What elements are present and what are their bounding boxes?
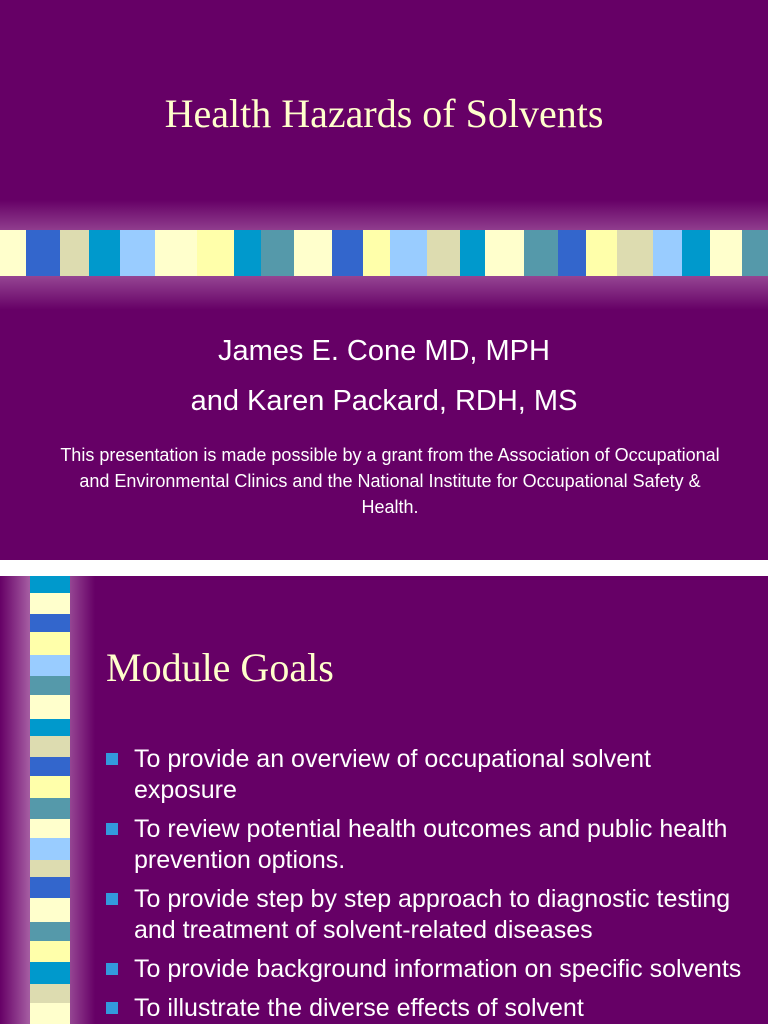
stripe-segment xyxy=(30,576,70,593)
stripe-segment xyxy=(332,230,363,276)
goal-text: To provide step by step approach to diagnostic testing and treatment of solvent-related diseases xyxy=(134,885,731,944)
decorative-stripe-horizontal xyxy=(0,230,768,276)
stripe-segment xyxy=(742,230,768,276)
stripe-segment xyxy=(363,230,390,276)
square-bullet-icon xyxy=(106,1002,118,1014)
stripe-segment xyxy=(30,655,70,676)
square-bullet-icon xyxy=(106,893,118,905)
goal-item xyxy=(104,993,754,1024)
goals-list xyxy=(104,744,754,1024)
goal-item xyxy=(104,814,754,876)
goal-text: To review potential health outcomes and public health prevention options. xyxy=(134,815,728,874)
goal-item xyxy=(104,954,754,985)
stripe-segment xyxy=(30,838,70,861)
stripe-segment xyxy=(30,695,70,719)
stripe-segment xyxy=(30,962,70,985)
stripe-segment xyxy=(390,230,426,276)
square-bullet-icon xyxy=(106,823,118,835)
grant-acknowledgement: This presentation is made possible by a grant from the Association of Occupational and Environmental Clinics and the National Institute for Occupational Safety & Health. xyxy=(60,445,720,517)
stripe-segment xyxy=(710,230,743,276)
stripe-segment xyxy=(30,632,70,655)
square-bullet-icon xyxy=(106,753,118,765)
stripe-segment xyxy=(30,860,70,877)
stripe-segment xyxy=(558,230,585,276)
stripe-segment xyxy=(485,230,523,276)
stripe-segment xyxy=(30,877,70,898)
stripe-segment xyxy=(30,593,70,614)
stripe-segment xyxy=(586,230,617,276)
decorative-stripe-vertical xyxy=(30,576,70,1024)
stripe-segment xyxy=(197,230,233,276)
stripe-segment xyxy=(0,230,26,276)
stripe-segment xyxy=(682,230,709,276)
goal-text: To provide background information on specific solvents xyxy=(134,955,742,983)
stripe-segment xyxy=(460,230,486,276)
slide-module-goals xyxy=(0,576,768,1024)
stripe-segment xyxy=(294,230,332,276)
goal-text: To illustrate the diverse effects of solvent xyxy=(134,994,584,1022)
square-bullet-icon xyxy=(106,963,118,975)
stripe-segment xyxy=(30,984,70,1003)
stripe-segment xyxy=(60,230,89,276)
slide-title-heading: Health Hazards of Solvents xyxy=(164,91,604,136)
stripe-segment xyxy=(653,230,682,276)
stripe-segment xyxy=(524,230,559,276)
author-secondary: and Karen Packard, RDH, MS xyxy=(190,385,578,417)
stripe-segment xyxy=(234,230,261,276)
goal-item xyxy=(104,884,754,946)
stripe-segment xyxy=(89,230,120,276)
stripe-segment xyxy=(30,757,70,776)
stripe-segment xyxy=(427,230,460,276)
stripe-segment xyxy=(30,819,70,838)
stripe-segment xyxy=(155,230,197,276)
stripe-segment xyxy=(30,1003,70,1024)
module-goals-heading: Module Goals xyxy=(106,645,334,690)
goal-item xyxy=(104,744,754,806)
stripe-segment xyxy=(26,230,61,276)
author-primary: James E. Cone MD, MPH xyxy=(218,335,550,367)
stripe-segment xyxy=(261,230,294,276)
stripe-segment xyxy=(617,230,653,276)
goal-text: To provide an overview of occupational solvent exposure xyxy=(134,745,651,804)
stripe-segment xyxy=(30,776,70,799)
stripe-segment xyxy=(120,230,155,276)
stripe-segment xyxy=(30,798,70,819)
slide-separator xyxy=(0,560,768,576)
stripe-segment xyxy=(30,736,70,757)
stripe-segment xyxy=(30,676,70,695)
stripe-segment xyxy=(30,922,70,941)
stripe-segment xyxy=(30,941,70,962)
stripe-segment xyxy=(30,898,70,922)
stripe-segment xyxy=(30,719,70,736)
stripe-segment xyxy=(30,614,70,633)
